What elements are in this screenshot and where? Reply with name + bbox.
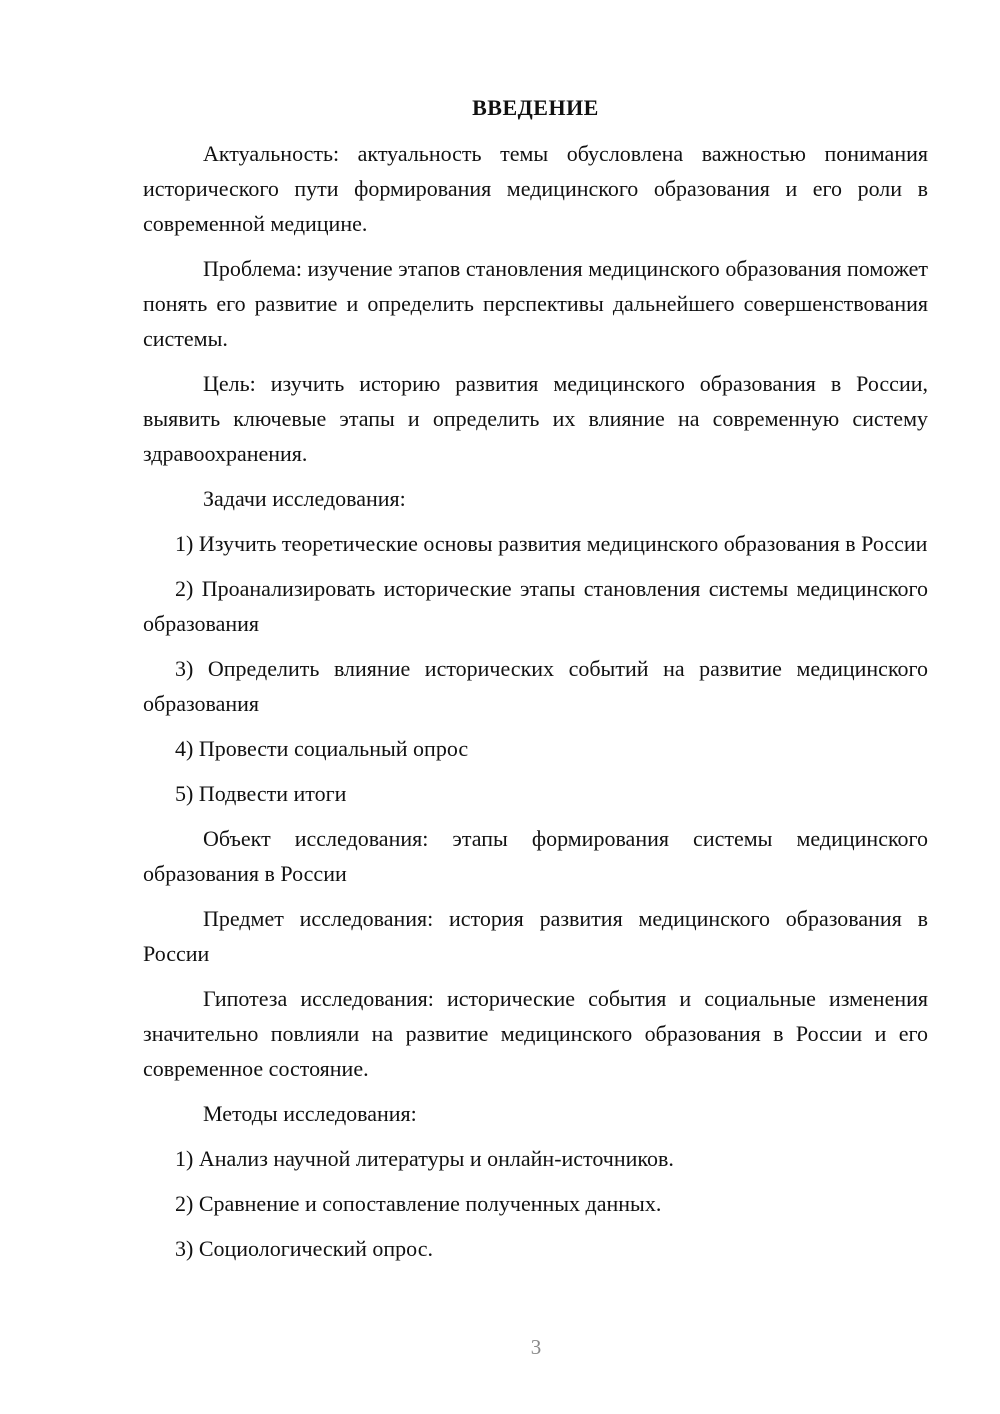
object-paragraph: Объект исследования: этапы формирования системы медицинского образования в России [143,826,928,886]
task-item: 2) Проанализировать исторические этапы становления системы медицинского образования [143,576,928,636]
task-item: 1) Изучить теоретические основы развития медицинского образования в России [175,531,928,556]
section-title: ВВЕДЕНИЕ [472,95,599,120]
task-item: 3) Определить влияние исторических событий на развитие медицинского образования [143,656,928,716]
task-item: 5) Подвести итоги [175,781,347,806]
problem-paragraph: Проблема: изучение этапов становления медицинского образования поможет понять его развитие и определить перспективы дальнейшего совершенствования системы. [143,256,928,351]
method-item: 1) Анализ научной литературы и онлайн-источников. [175,1146,674,1171]
hypothesis-paragraph: Гипотеза исследования: исторические события и социальные изменения значительно повлияли на развитие медицинского образования в России и его современное состояние. [143,986,928,1081]
document-page [143,92,928,1276]
tasks-heading: Задачи исследования: [203,486,406,511]
relevance-paragraph: Актуальность: актуальность темы обусловлена важностью понимания исторического пути формирования медицинского образования и его роли в современной медицине. [143,141,928,236]
subject-paragraph: Предмет исследования: история развития медицинского образования в России [143,906,928,966]
goal-paragraph: Цель: изучить историю развития медицинского образования в России, выявить ключевые этапы и определить их влияние на современную систему здравоохранения. [143,371,928,466]
page-number: 3 [530,1335,542,1359]
methods-heading: Методы исследования: [203,1101,417,1126]
method-item: 3) Социологический опрос. [175,1236,433,1261]
task-item: 4) Провести социальный опрос [175,736,469,761]
method-item: 2) Сравнение и сопоставление полученных данных. [175,1191,662,1216]
